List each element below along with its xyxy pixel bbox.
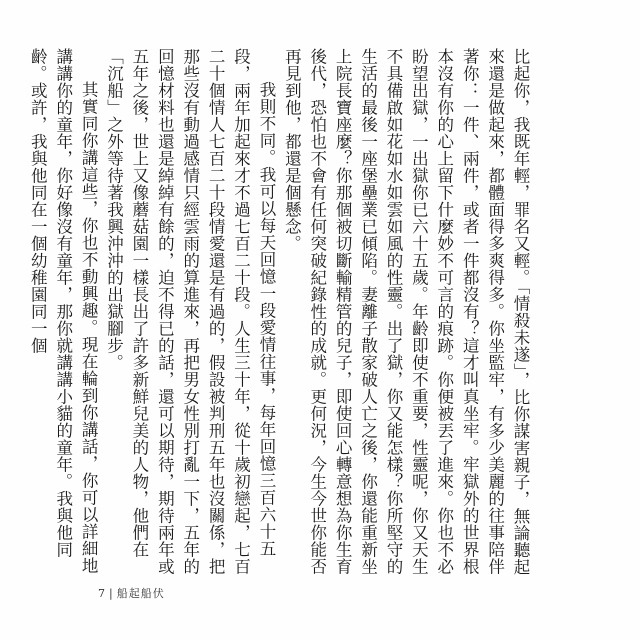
paragraph-3: 其實同你講這些，你也不動興趣。現在輪到你講話，你可以詳細地講講你的童年，你好像沒有童年，那你就講講小貓的童年。我與他同齡。或許，我與他同在一個幼稚園同一個: [28, 48, 99, 574]
vertical-text-body: [28, 48, 533, 588]
paragraph-1: 比起你，我既年輕，罪名又輕。「情殺未遂」，比你謀害親子，無論聽起來還是做起來，都體面得多爽得多。你坐監牢，有多少美麗的往事陪伴著你：一件、兩件，或者一件都沒有？這才叫真坐牢。牢獄外的世界根本沒有你的心上留下什麼妙不可言的痕跡。你便被丟了進來。你也不必盼望出獄，一出獄你已六十五歲。年齡即使不重要，性靈呢，你又天生不具備啟如花如水如雲如風的性靈。出了獄，你又能怎樣？你所堅守的生活的最後一座堡壘業已傾陷。妻離子散家破人亡之後，你還能重新坐上院長寶座麼？你那個被切斷輸精管的兒子，即使回心轉意想為你生育後代，恐怕也不會有任何突破紀錄性的成就。更何況，今生今世你能否再見到他，都還是個懸念。: [282, 48, 530, 576]
page-number: 7: [98, 587, 106, 600]
page-footer: [98, 585, 165, 601]
paragraph-2: 我則不同。我可以每天回憶一段愛情往事，每年回憶三百六十五段，兩年加起來才不過七百二十段。人生三十年，從十歲初戀起，七百二十個情人七百二十段情愛還是有過的，假設被判刑五年也沒關係，把那些沒有動過感情只經雲雨的算進來，再把男女性別打亂一下，五年的回憶材料也還是綽綽有餘的，迫不得已的話，還可以期待，期待兩年或五年之後，世上又像蘑菇園一樣長出了許多新鮮兒美的人物，他們在「沉船」之外等待著我興沖沖的出獄腳步。: [104, 48, 276, 575]
book-title: 船起船伏: [116, 587, 165, 600]
footer-separator: |: [109, 587, 114, 600]
